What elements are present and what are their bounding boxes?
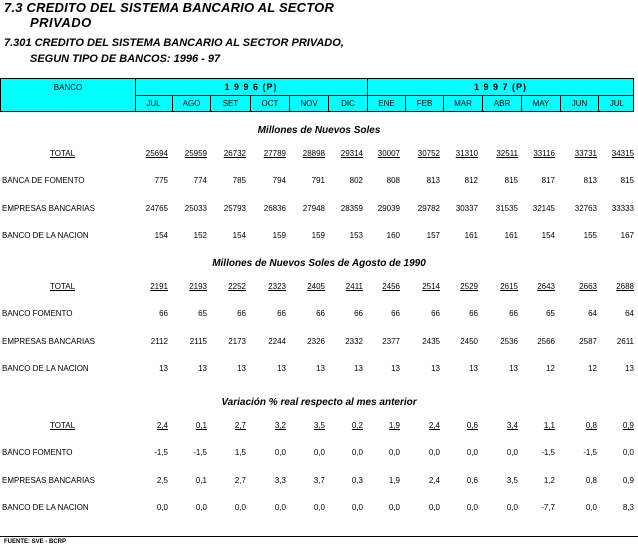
header-month: NOV (290, 96, 329, 111)
row-label: BANCO DE LA NACION (2, 364, 89, 373)
table-cell: 2450 (460, 337, 478, 346)
subtitle-line-2: SEGUN TIPO DE BANCOS: 1996 - 97 (30, 53, 221, 65)
table-cell: 153 (349, 231, 363, 240)
table-cell: 25033 (184, 204, 207, 213)
table-cell: 0,0 (622, 448, 634, 457)
table-cell: 160 (386, 231, 400, 240)
table-cell: 3,2 (274, 421, 286, 430)
table-cell: 31535 (495, 204, 518, 213)
table-cell: 13 (431, 364, 440, 373)
table-cell: 27789 (263, 149, 286, 158)
table-cell: 0,8 (585, 476, 597, 485)
table-cell: 0,6 (466, 421, 478, 430)
table-cell: 66 (509, 309, 518, 318)
table-cell: 2566 (537, 337, 555, 346)
table-cell: 30752 (417, 149, 440, 158)
table-cell: 2587 (579, 337, 597, 346)
table-cell: 813 (426, 176, 440, 185)
table-cell: 3,5 (313, 421, 325, 430)
table-cell: 774 (193, 176, 207, 185)
table-cell: 0,0 (466, 448, 478, 457)
table-cell: 12 (588, 364, 597, 373)
table-cell: 28359 (340, 204, 363, 213)
table-cell: -1,5 (541, 448, 555, 457)
table-cell: 2435 (422, 337, 440, 346)
table-cell: 0,0 (428, 503, 440, 512)
table-cell: 66 (159, 309, 168, 318)
table-cell: 2405 (307, 282, 325, 291)
table-cell: 159 (311, 231, 325, 240)
table-cell: 0,0 (195, 503, 207, 512)
table-cell: 0,8 (585, 421, 597, 430)
table-cell: 13 (277, 364, 286, 373)
table-cell: 33116 (533, 149, 555, 158)
table-cell: 0,1 (195, 421, 207, 430)
subtitle-line-1: 7.301 CREDITO DEL SISTEMA BANCARIO AL SECTOR PRIVADO, (4, 37, 344, 49)
title-line-2: PRIVADO (30, 15, 92, 30)
table-cell: 66 (431, 309, 440, 318)
table-cell: 34315 (611, 149, 634, 158)
table-cell: 0,0 (585, 503, 597, 512)
table-cell: 2688 (616, 282, 634, 291)
table-cell: 0,0 (156, 503, 168, 512)
table-cell: 808 (386, 176, 400, 185)
title-line-1: 7.3 CREDITO DEL SISTEMA BANCARIO AL SECTOR (4, 0, 335, 15)
source-note: FUENTE: SVE - BCRP (4, 539, 67, 545)
table-cell: 31310 (455, 149, 478, 158)
table-cell: -1,5 (583, 448, 597, 457)
row-label: TOTAL (50, 421, 76, 430)
table-cell: 2115 (189, 337, 207, 346)
header-month: ABR (483, 96, 522, 111)
table-cell: 0,0 (313, 503, 325, 512)
table-cell: 2615 (500, 282, 518, 291)
table-cell: 2643 (537, 282, 555, 291)
row-label: BANCO DE LA NACION (2, 231, 89, 240)
table-cell: 0,9 (622, 476, 634, 485)
table-cell: 0,0 (466, 503, 478, 512)
table-cell: 815 (620, 176, 634, 185)
header-month: MAR (444, 96, 483, 111)
table-cell: 2377 (382, 337, 400, 346)
table-cell: 0,0 (313, 448, 325, 457)
table-cell: 0,0 (351, 448, 363, 457)
section-title: Variación % real respecto al mes anterior (221, 397, 417, 408)
table-cell: 2193 (189, 282, 207, 291)
table-cell: 13 (391, 364, 400, 373)
header-banco: BANCO (1, 79, 136, 111)
header-month: DIC (329, 96, 368, 111)
table-cell: 66 (316, 309, 325, 318)
table-cell: 155 (583, 231, 597, 240)
table-cell: 154 (154, 231, 168, 240)
row-label: EMPRESAS BANCARIAS (2, 476, 95, 485)
table-cell: 30007 (377, 149, 400, 158)
table-cell: 64 (588, 309, 597, 318)
table-cell: 0,0 (506, 448, 518, 457)
table-cell: 2411 (345, 282, 363, 291)
table-cell: 2536 (500, 337, 518, 346)
table-cell: -7,7 (541, 503, 555, 512)
table-cell: 0,3 (351, 476, 363, 485)
table-cell: 159 (272, 231, 286, 240)
table-cell: 815 (504, 176, 518, 185)
table-cell: 24765 (145, 204, 168, 213)
table-cell: 2326 (307, 337, 325, 346)
table-cell: 13 (198, 364, 207, 373)
table-cell: 29039 (377, 204, 400, 213)
footer-rule (0, 536, 638, 537)
table-cell: 791 (311, 176, 325, 185)
table-cell: 3,3 (274, 476, 286, 485)
table-cell: 32145 (532, 204, 555, 213)
row-label: TOTAL (50, 149, 76, 158)
row-label: EMPRESAS BANCARIAS (2, 204, 95, 213)
table-cell: 154 (541, 231, 555, 240)
table-cell: 2529 (460, 282, 478, 291)
table-cell: 2252 (228, 282, 246, 291)
table-cell: 152 (193, 231, 207, 240)
table-cell: 2,4 (428, 476, 440, 485)
table-cell: 13 (316, 364, 325, 373)
table-cell: 2,5 (156, 476, 168, 485)
table-cell: 26732 (223, 149, 246, 158)
header-month: JUL (609, 99, 625, 108)
header-month: MAY (522, 96, 561, 111)
table-cell: 161 (464, 231, 478, 240)
table-cell: 25959 (184, 149, 207, 158)
table-cell: 2,4 (428, 421, 440, 430)
table-cell: 33333 (611, 204, 634, 213)
table-cell: 3,4 (506, 421, 518, 430)
table-cell: 13 (237, 364, 246, 373)
header-month: JUL (135, 96, 173, 111)
table-cell: 0,0 (234, 503, 246, 512)
table-cell: 2,7 (234, 476, 246, 485)
table-cell: 2,7 (234, 421, 246, 430)
table-cell: 27948 (302, 204, 325, 213)
table-cell: 13 (159, 364, 168, 373)
table-cell: 8,3 (622, 503, 634, 512)
table-cell: 785 (232, 176, 246, 185)
section-title: Millones de Nuevos Soles (257, 125, 381, 136)
section-title: Millones de Nuevos Soles de Agosto de 1990 (212, 258, 426, 269)
table-cell: 66 (237, 309, 246, 318)
table-cell: 13 (625, 364, 634, 373)
table-cell: 1,9 (388, 421, 400, 430)
table-cell: 0,0 (274, 503, 286, 512)
header-month: ENE (368, 96, 406, 111)
table-cell: 13 (509, 364, 518, 373)
table-cell: 32763 (574, 204, 597, 213)
table-cell: 167 (620, 231, 634, 240)
table-cell: 30337 (455, 204, 478, 213)
table-cell: -1,5 (154, 448, 168, 457)
table-cell: 65 (546, 309, 555, 318)
table-cell: 794 (272, 176, 286, 185)
row-label: BANCO FOMENTO (2, 309, 73, 318)
row-label: BANCO DE LA NACION (2, 503, 89, 512)
table-cell: 1,5 (234, 448, 246, 457)
row-label: EMPRESAS BANCARIAS (2, 337, 95, 346)
table-cell: 1,2 (543, 476, 555, 485)
table-cell: 0,0 (351, 503, 363, 512)
header-year-1996: 1 9 9 6 (P) (135, 79, 368, 96)
table-cell: 157 (426, 231, 440, 240)
header-month: SET (211, 96, 251, 111)
table-cell: 2191 (150, 282, 168, 291)
table-cell: 0,0 (428, 448, 440, 457)
header-month: FEB (406, 96, 444, 111)
row-label: TOTAL (50, 282, 76, 291)
table-cell: 2173 (228, 337, 246, 346)
table-cell: 0,2 (351, 421, 363, 430)
header-month: JUN (561, 96, 599, 111)
table-cell: 29314 (340, 149, 363, 158)
table-cell: 33731 (574, 149, 597, 158)
table-header (0, 78, 634, 112)
table-cell: 66 (391, 309, 400, 318)
table-cell: 1,1 (543, 421, 555, 430)
table-cell: 2514 (422, 282, 440, 291)
table-cell: 29782 (417, 204, 440, 213)
table-cell: 2611 (616, 337, 634, 346)
table-cell: 2456 (382, 282, 400, 291)
table-cell: 1,9 (388, 476, 400, 485)
table-cell: 28898 (302, 149, 325, 158)
table-cell: 32511 (496, 149, 518, 158)
table-cell: 12 (546, 364, 555, 373)
table-cell: 813 (583, 176, 597, 185)
table-cell: 2112 (150, 337, 168, 346)
table-cell: 0,0 (274, 448, 286, 457)
table-cell: 2,4 (156, 421, 168, 430)
table-cell: 2332 (345, 337, 363, 346)
header-month: AGO (173, 96, 211, 111)
table-cell: 66 (469, 309, 478, 318)
table-cell: 66 (277, 309, 286, 318)
table-cell: 13 (469, 364, 478, 373)
table-cell: 2323 (268, 282, 286, 291)
table-cell: 817 (541, 176, 555, 185)
table-cell: 65 (198, 309, 207, 318)
table-cell: 13 (354, 364, 363, 373)
table-cell: 2663 (579, 282, 597, 291)
table-cell: -1,5 (193, 448, 207, 457)
table-cell: 66 (354, 309, 363, 318)
table-cell: 26836 (263, 204, 286, 213)
row-label: BANCA DE FOMENTO (2, 176, 85, 185)
table-cell: 0,9 (622, 421, 634, 430)
table-cell: 25694 (145, 149, 168, 158)
table-cell: 2244 (268, 337, 286, 346)
table-cell: 775 (154, 176, 168, 185)
header-month: OCT (251, 96, 290, 111)
table-cell: 161 (504, 231, 518, 240)
table-cell: 154 (232, 231, 246, 240)
table-cell: 3,7 (313, 476, 325, 485)
table-cell: 0,6 (466, 476, 478, 485)
table-cell: 0,0 (388, 448, 400, 457)
table-cell: 0,1 (195, 476, 207, 485)
table-cell: 812 (464, 176, 478, 185)
table-cell: 0,0 (388, 503, 400, 512)
row-label: BANCO FOMENTO (2, 448, 73, 457)
table-cell: 3,5 (506, 476, 518, 485)
table-cell: 0,0 (506, 503, 518, 512)
table-cell: 802 (349, 176, 363, 185)
table-cell: 64 (625, 309, 634, 318)
table-cell: 25793 (223, 204, 246, 213)
header-year-1997: 1 9 9 7 (P) (368, 79, 633, 96)
